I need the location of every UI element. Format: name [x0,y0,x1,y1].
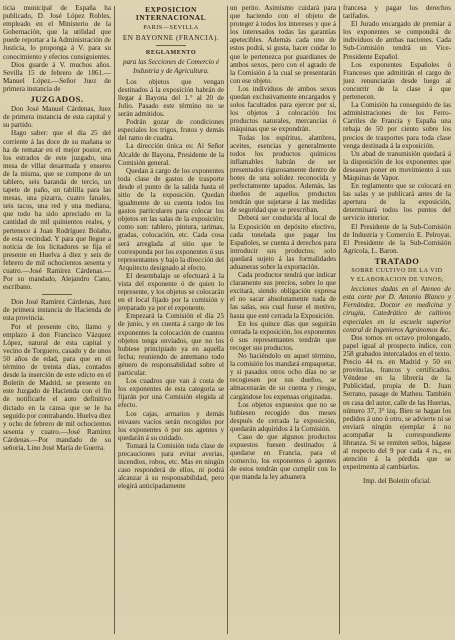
article-paragraph: En los quince días que seguirán cerrada la exposición, los exponentes ó sus representantes tendrán que recoger sus productos. [230,319,336,352]
article-paragraph: Dos tomos en octavo prolongado, papel igual al prospecto índice, con 258 grabados intercalados en el texto. Precio 44 rs. en Madrid y 50 en provincias, francos y certificados. Véndese en la librería de la Publicidad, propia de D. Juan Serrano, pasage de Matheu. También en casa del autor, calle de las Huertas, número 37, 3° izq. Bien se hagan los pedidos á uno ú otro, se advierte ni se enviará ningún ejemplar á no acompañar la correspondiente libranza. Si se remiten sellos, hágase al respecto del 9 por cada 4 rs., en atención á la pérdida que se experimenta al cambiarlos. [343,333,451,472]
article-paragraph: El Jurado encargado de premiar á los exponentes se compondrá de individuos de ambas naciones. Cada Sub-Comisión tendrá un Vice-Presidente Español. [343,20,451,61]
article-paragraph: Deberá ser conducida al local de la Exposición en depósito efectivo, cada tonelada que pagar los Españoles, se cuenta á derechos para introducir sus productos; solo quedará sujeto á las formalidades aduaneras sobre la exportación. [230,214,336,271]
article-paragraph: La dirección única es: Al Señor Alcalde de Bayona, Presidente de la Comisión general. [118,142,224,167]
notice-paragraph: ticia municipal de España ha publicado, D. José López Robles, empleado en el Ministerio de la Gobernación, que la utilidad que puede reportar a la Administración de Justicia, lo proponga á V. para su conocimiento y efectos consiguientes. [3,4,111,61]
article-paragraph: En reglamento que se colocará en las salas y se publicará antes de la apertura de la exposición, determinará todos los puntos del servicio interior. [343,182,451,223]
article-paragraph: Tomará la Comisión toda clase de precauciones para evitar averías, incendios, robos, etc. Mas en ningún caso responderá de ellos, ni podrá alcanzar á su responsabilidad, pero elegirá anticipadamente [118,441,224,491]
article-paragraph: Los objetos que vengan destinados á la exposición habrán de llegar á Bayona del 1.° al 20 de Julio. Pasado este término no se serán admitidos. [118,77,224,119]
article-paragraph: Cada productor tendrá que indicar claramente sus precios, sobre lo que excitará, siendo obligación expresa el no sacar absolutamente nada de las salas, sea cual fuese el motivo, hasta que esté cerrada la Exposición. [230,271,336,320]
section-heading-juzgados: JUZGADOS. [30,94,84,105]
article-paragraph: francesa y pagar los derechos tarifados. [343,4,451,21]
tratado-heading: TRATADO [374,255,420,266]
article-paragraph: Los individuos de ambos sexos quedan exclusivamente encargados y solos facultados para ejercer por sí, los objetos á colocación los productos naturales, mercancías ó máquinas que se expondrán. [230,84,336,134]
tratado-subheading: Y ELABORACION DE VINOS; [350,276,444,284]
article-paragraph: Los cajas, armarios y demás envases vacíos serán recogidos por los exponentes ó por sus agentes y quedarán á su cuidado. [118,409,224,442]
notice-paragraph: Don José Manuel Cárdenas, Juez de primera instancia de esta capital y su partido. [3,105,111,130]
notice-paragraph: Don José Ramírez Cárdenas, Juez de primera instancia de Hacienda de esta provincia. [3,298,111,323]
article-paragraph: Los cuadros que van á costa de los exponentes de esta categoría se fijarán por una Comisión elegida al efecto. [118,377,224,410]
notice-paragraph: Dios guarde á V. muchos años. Sevilla 15 de febrero de 1861.—Manuel López.—Señor Juez de primera instancia de [3,60,111,93]
article-paragraph: Todas los espíritus, alambres, aceites, esencias y generalmente todos los productos químicos inflamables habrán de ser presentados rigurosamente dentro de botes de una solidez reconocida y perfectamente tapados. Además, las dueños de aquellos productos tendrán que sujetarse á las medidas de seguridad que se prescriban. [230,133,336,215]
rules-heading: REGLAMENTO [145,49,197,57]
article-subtitle: PARIS—SEVILLA [143,24,199,32]
article-paragraph: Empezará la Comisión el día 25 de junio, y en cuenta á cargo de los exponentes la colocación de cuantos objetos tenga envíados, que no los hubiese principiado ya en aquella fecha; reuniendo de antemano todo género de responsabilidad sobre el particular. [118,312,224,378]
article-paragraph: Caso de que algunos productos expuestos fuesen destinados á quedarse en Francia, para el comercio, los exponentes ó agentes de estos tendrán que cumplir con lo que manda la ley aduanera [230,432,336,482]
article-location: EN BAYONNE (FRANCIA). [122,34,220,43]
printer-footer: Imp. del Boletín oficial. [363,477,431,486]
article-paragraph: Quedan á cargo de los exponentes toda clase de gastos de trasporte desde el punto de la salida hasta el sitio de la exposición. Quedan igualmente de su cuenta todos los gastos particulares para colocar los objetos en las salas de la exposición; como son: tablero, pintura, tarimas, gradas, colocación, etc. Cada cosa será arreglada al sitio que le corresponda por los exponentes ó sus representantes y bajo la dirección del Arquitecto designado al efecto. [118,166,224,272]
article-title: EXPOSICION INTERNACIONAL [135,5,207,23]
article-paragraph: El Presidente de la Sub-Comisión de Industria y Comercio E. Pelroyat. El Presidente de la Sub-Comisión Agrícola, L. Baron. [343,222,451,255]
notice-paragraph: Hago saber: que el día 25 del corriente á las doce de su mañana se ha de rematar en el mejor postor, en los estrados de este juzgado, una mesa de villar desarmada y enseres de la misma, que se compone de un tablero, seis baranda de tercio, un tapete de paño, un tablilla para las mesas, una pizarra, cuatro fanales, seis tacos, una red y una mediana, que todo ha sido apreciado en la cantidad de mil quinientos reales, y pertenece á Juan Rodríguez Bolaño, de esta vecindad. Y para que llegue a noticia de los licitadores se fija el presente en Huelva á diez y seis de febrero de mil ochocientos sesenta y cuatro.—José Ramírez Cárdenas.—Por su mandado, Alejandro Cano, escribano. [3,129,111,292]
article-paragraph: lecciones dadas en el Ateneo de esta corte por D. Antonio Blanco y Fernández, Doctor en medicina y cirugía, Catedrático de cultivos especiales en la escuela superior central de Ingenieros Agrónomos &c. [343,285,451,334]
article-paragraph: La Comisión ha conseguido de las administraciones de los Ferro-Carriles de Francia y España una rebaja de 50 por ciento sobre los precios de trasportes para toda clase venga destinada á la exposición. [343,101,451,150]
article-paragraph: No haciéndolo en aquel término, la comisión los mandará empaquetar, y si pasados otros ocho días no se recogiesen por sus dueños, se almacenarán de su cuenta y riesgo, cargándose los expensas originadas. [230,352,336,401]
tratado-subheading: SOBRE CULTIVO DE LA VID [351,267,443,274]
article-paragraph: El desembalaje se efectuará á la vista del exponente ó de quien lo represente, y los objetos se colocarán en el local fijado por la comisión y preparado ya por el exponente. [118,271,224,313]
notice-paragraph: Por el presente cito, llamo y emplazo á don Francisco Vázquez López, natural de esta capital y vecino de Torguero, casado y de unos 50 años de edad, para que en el término de treinta días, contados desde la inserción de este edicto en el Boletín de Madrid, se presente en este Juzgado de Hacienda con el fin de notificarle el auto definitivo dictado en la causa que se le ha seguido por contrabando. Huelva diez y ocho de febrero de mil ochocientos sesenta y cuatro.—José Ramírez Cárdenas.—Por mandado de su señoría, Lino José María de Guerra. [3,322,111,452]
article-paragraph: Los exponentes Españoles ó Franceses que admitirán el cargo de juez renunciarán desde luego al concurrir de la clase á que pertenecen. [343,60,451,102]
rules-subheading: para las Secciones de Comercio é Industria y de Agricultura. [122,58,220,75]
article-paragraph: Los objetos expuestos que no se hubiesen recogido dos meses después de cerrada la exposición, quedarán adquiridos á la Comisión. [230,400,336,433]
article-paragraph: un perito. Asimismo cuidará para que haciendo con el objeto de proteger á todos los intereses y que á los interesados todas las garantías apetecibles. Además cada uno de estos podrá, si gusta, hacer cuidar lo que le pertenezca por guardianes de ambos sexos, pero con el agrado de la Comisión á la cual se presentarán con ese objeto. [230,4,336,85]
article-paragraph: Podrán gozar de condiciones especiales los trigos, frutos y demás del ramo de cuadra. [118,118,224,143]
article-paragraph: Un abad de transmisión quedará á la disposición de los exponentes que deseasen poner en movimiento á sus Máquinas de Vapor. [343,149,451,182]
